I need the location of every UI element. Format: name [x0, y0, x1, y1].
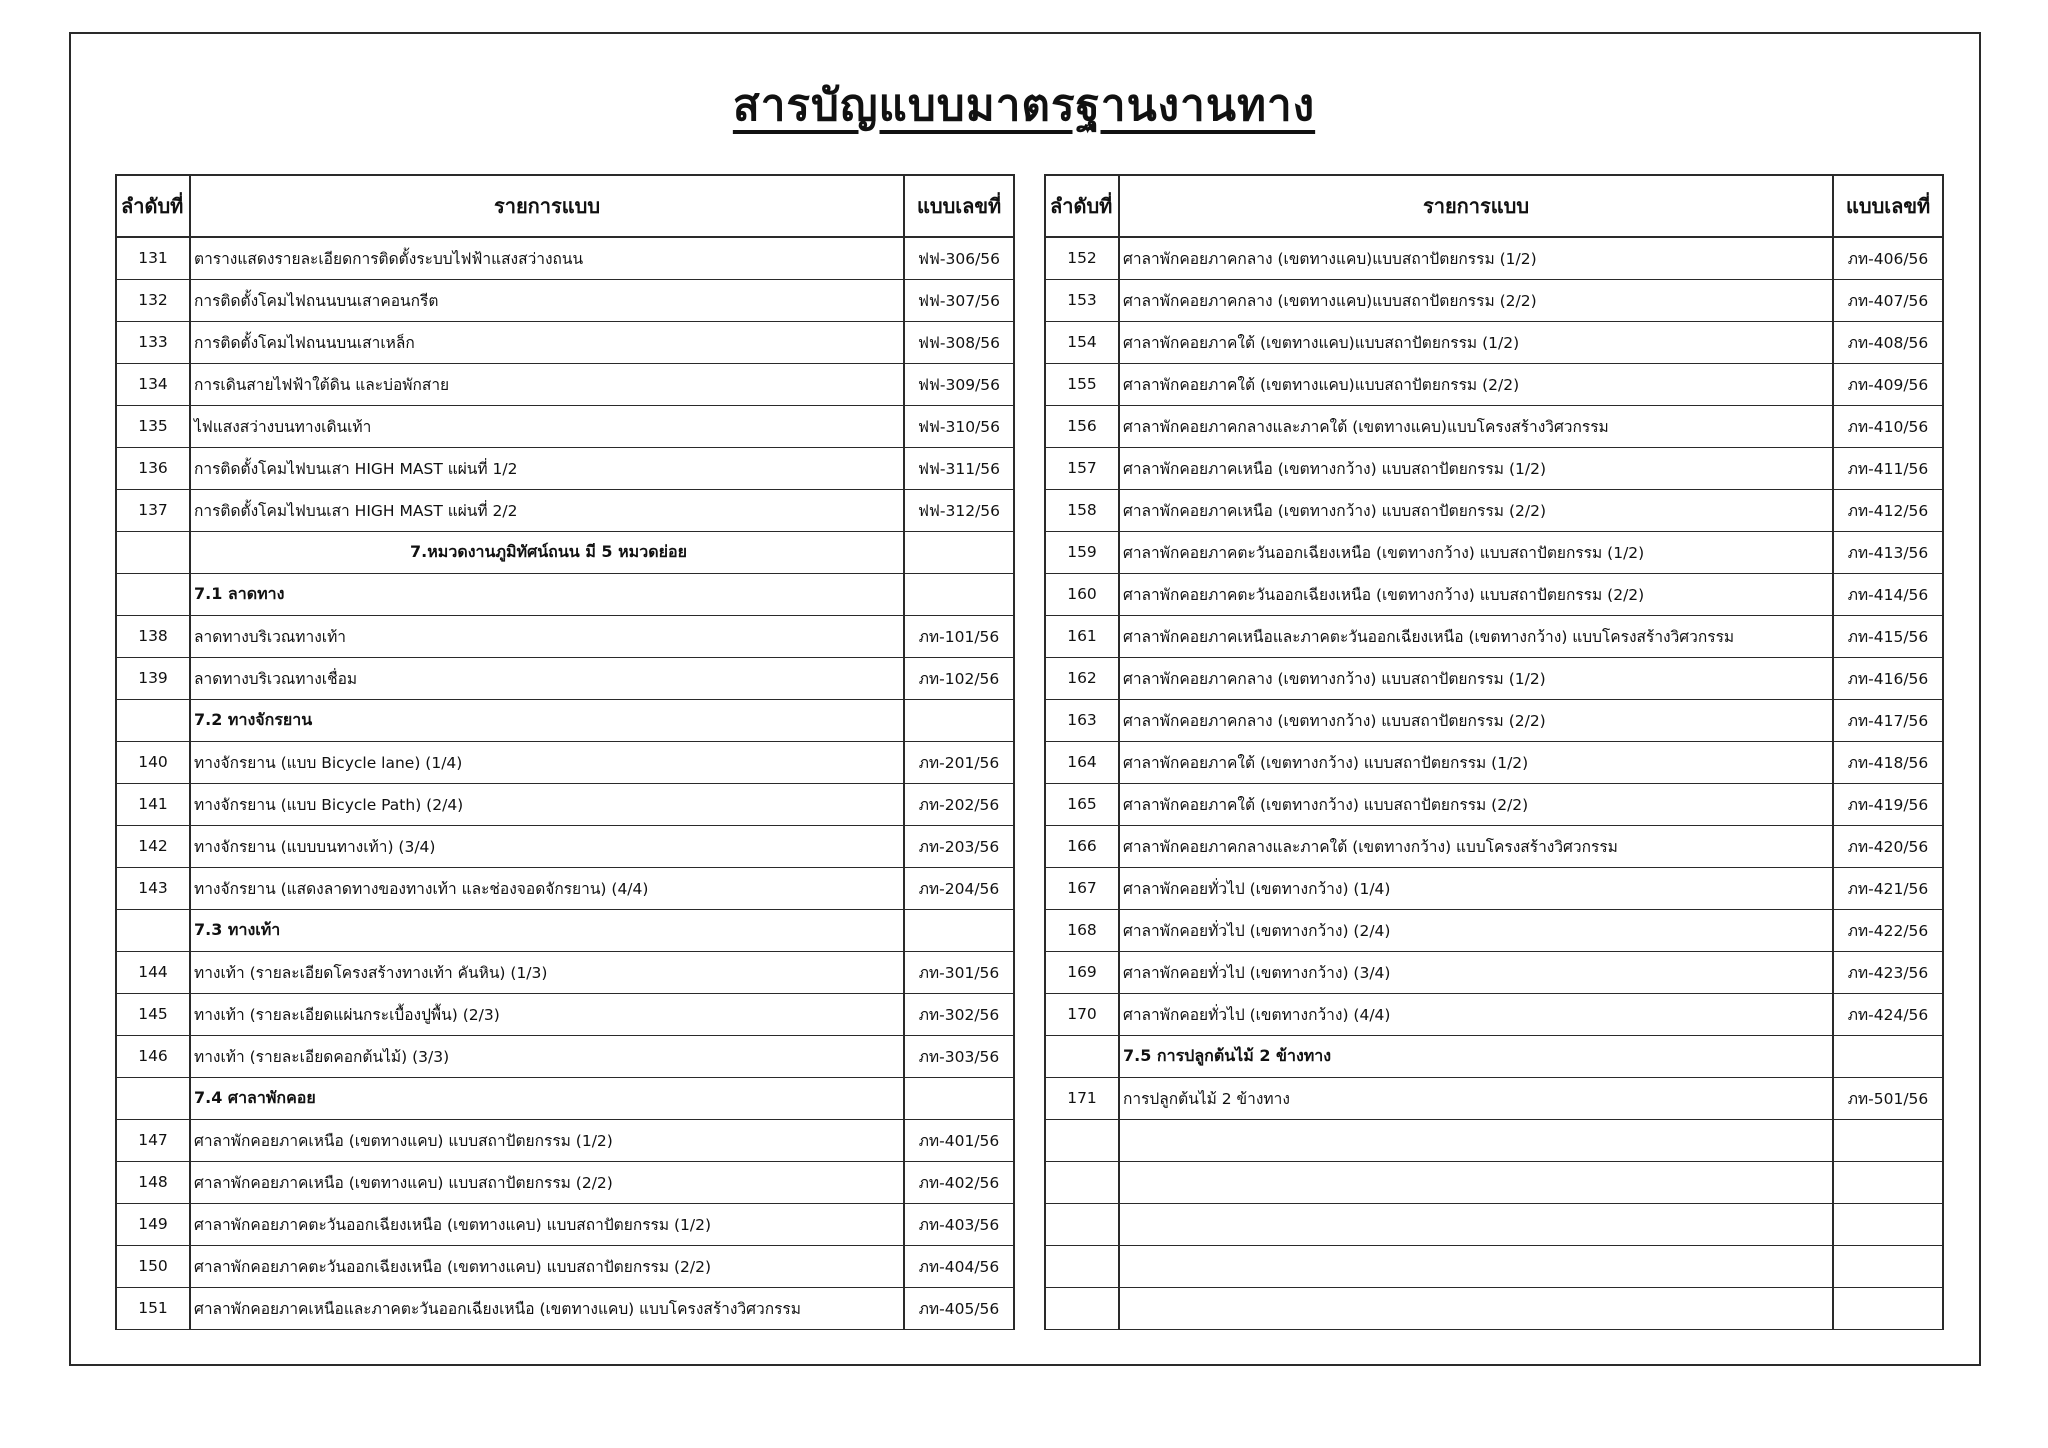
row-item — [1119, 1161, 1833, 1203]
row-item: ลาดทางบริเวณทางเท้า — [190, 615, 904, 657]
table-row — [1045, 1245, 1943, 1287]
table-row — [1045, 279, 1943, 321]
table-row — [1045, 489, 1943, 531]
row-drawing-number: ภท-422/56 — [1833, 909, 1943, 951]
row-sequence — [1045, 1161, 1119, 1203]
row-sequence: 147 — [116, 1119, 190, 1161]
header-drawing-number: แบบเลขที่ — [904, 175, 1014, 237]
row-item: 7.2 ทางจักรยาน — [190, 699, 904, 741]
row-drawing-number: ภท-202/56 — [904, 783, 1014, 825]
header-item: รายการแบบ — [1119, 175, 1833, 237]
row-sequence: 160 — [1045, 573, 1119, 615]
row-drawing-number: ภท-417/56 — [1833, 699, 1943, 741]
row-drawing-number: ภท-101/56 — [904, 615, 1014, 657]
row-item: ศาลาพักคอยภาคตะวันออกเฉียงเหนือ (เขตทางแคบ) แบบสถาปัตยกรรม (2/2) — [190, 1245, 904, 1287]
table-row — [116, 1119, 1014, 1161]
table-row — [116, 1035, 1014, 1077]
table-row — [116, 867, 1014, 909]
row-item: ลาดทางบริเวณทางเชื่อม — [190, 657, 904, 699]
row-drawing-number: ภท-501/56 — [1833, 1077, 1943, 1119]
row-drawing-number: ภท-418/56 — [1833, 741, 1943, 783]
row-sequence: 138 — [116, 615, 190, 657]
table-row — [116, 1203, 1014, 1245]
section-row — [116, 573, 1014, 615]
row-drawing-number — [904, 573, 1014, 615]
row-item: ศาลาพักคอยภาคกลาง (เขตทางกว้าง) แบบสถาปัตยกรรม (2/2) — [1119, 699, 1833, 741]
row-sequence: 146 — [116, 1035, 190, 1077]
row-item: ทางจักรยาน (แสดงลาดทางของทางเท้า และช่องจอดจักรยาน) (4/4) — [190, 867, 904, 909]
row-drawing-number — [1833, 1245, 1943, 1287]
row-item: 7.4 ศาลาพักคอย — [190, 1077, 904, 1119]
section-row — [116, 699, 1014, 741]
row-drawing-number — [904, 531, 1014, 573]
table-row — [116, 1287, 1014, 1329]
row-item: ศาลาพักคอยภาคเหนือและภาคตะวันออกเฉียงเหนือ (เขตทางแคบ) แบบโครงสร้างวิศวกรรม — [190, 1287, 904, 1329]
table-row — [1045, 657, 1943, 699]
row-item: ศาลาพักคอยภาคใต้ (เขตทางกว้าง) แบบสถาปัตยกรรม (2/2) — [1119, 783, 1833, 825]
row-drawing-number: ภท-411/56 — [1833, 447, 1943, 489]
row-drawing-number: ภท-414/56 — [1833, 573, 1943, 615]
page-title: สารบัญแบบมาตรฐานงานทาง — [732, 80, 1316, 131]
row-sequence: 141 — [116, 783, 190, 825]
row-item: ศาลาพักคอยภาคกลาง (เขตทางกว้าง) แบบสถาปัตยกรรม (1/2) — [1119, 657, 1833, 699]
row-item: 7.3 ทางเท้า — [190, 909, 904, 951]
table-row — [116, 615, 1014, 657]
row-sequence — [1045, 1119, 1119, 1161]
row-sequence: 157 — [1045, 447, 1119, 489]
table-row — [116, 825, 1014, 867]
row-drawing-number: ฟฟ-308/56 — [904, 321, 1014, 363]
table-row — [116, 279, 1014, 321]
table-header-row — [1045, 175, 1943, 237]
index-table-right — [1044, 174, 1944, 1330]
row-sequence: 132 — [116, 279, 190, 321]
row-item: ไฟแสงสว่างบนทางเดินเท้า — [190, 405, 904, 447]
table-row — [1045, 699, 1943, 741]
row-drawing-number: ภท-419/56 — [1833, 783, 1943, 825]
row-item: ตารางแสดงรายละเอียดการติดตั้งระบบไฟฟ้าแสงสว่างถนน — [190, 237, 904, 279]
table-row — [1045, 1161, 1943, 1203]
row-sequence: 163 — [1045, 699, 1119, 741]
table-row — [1045, 447, 1943, 489]
row-drawing-number: ฟฟ-307/56 — [904, 279, 1014, 321]
row-sequence: 158 — [1045, 489, 1119, 531]
row-sequence: 156 — [1045, 405, 1119, 447]
row-item: การปลูกต้นไม้ 2 ข้างทาง — [1119, 1077, 1833, 1119]
row-sequence — [1045, 1035, 1119, 1077]
row-item: ศาลาพักคอยภาคเหนือ (เขตทางกว้าง) แบบสถาปัตยกรรม (2/2) — [1119, 489, 1833, 531]
row-item: ศาลาพักคอยภาคกลาง (เขตทางแคบ)แบบสถาปัตยกรรม (1/2) — [1119, 237, 1833, 279]
row-sequence — [1045, 1245, 1119, 1287]
row-sequence: 137 — [116, 489, 190, 531]
row-drawing-number: ภท-408/56 — [1833, 321, 1943, 363]
row-drawing-number — [904, 1077, 1014, 1119]
table-row — [116, 993, 1014, 1035]
table-row — [116, 447, 1014, 489]
row-drawing-number: ภท-102/56 — [904, 657, 1014, 699]
table-row — [1045, 1119, 1943, 1161]
row-sequence: 135 — [116, 405, 190, 447]
row-item: 7.1 ลาดทาง — [190, 573, 904, 615]
row-item: ศาลาพักคอยทั่วไป (เขตทางกว้าง) (3/4) — [1119, 951, 1833, 993]
row-sequence — [116, 531, 190, 573]
row-sequence: 151 — [116, 1287, 190, 1329]
table-row — [116, 783, 1014, 825]
table-header-row — [116, 175, 1014, 237]
table-row — [1045, 237, 1943, 279]
row-drawing-number: ฟฟ-310/56 — [904, 405, 1014, 447]
row-drawing-number — [1833, 1119, 1943, 1161]
row-sequence: 133 — [116, 321, 190, 363]
row-item: การติดตั้งโคมไฟบนเสา HIGH MAST แผ่นที่ 1/2 — [190, 447, 904, 489]
row-item — [1119, 1287, 1833, 1329]
table-row — [1045, 909, 1943, 951]
row-sequence: 153 — [1045, 279, 1119, 321]
row-sequence: 169 — [1045, 951, 1119, 993]
row-drawing-number: ฟฟ-306/56 — [904, 237, 1014, 279]
row-drawing-number: ภท-402/56 — [904, 1161, 1014, 1203]
row-drawing-number: ภท-407/56 — [1833, 279, 1943, 321]
row-drawing-number: ภท-301/56 — [904, 951, 1014, 993]
row-item: การติดตั้งโคมไฟถนนบนเสาคอนกรีต — [190, 279, 904, 321]
table-row — [1045, 405, 1943, 447]
table-row — [1045, 951, 1943, 993]
index-table-left — [115, 174, 1015, 1330]
row-drawing-number: ภท-412/56 — [1833, 489, 1943, 531]
row-sequence: 155 — [1045, 363, 1119, 405]
row-drawing-number: ภท-303/56 — [904, 1035, 1014, 1077]
row-drawing-number — [904, 909, 1014, 951]
table-row — [1045, 783, 1943, 825]
row-drawing-number: ภท-405/56 — [904, 1287, 1014, 1329]
row-sequence — [116, 573, 190, 615]
row-sequence: 167 — [1045, 867, 1119, 909]
row-item: ทางจักรยาน (แบบ Bicycle lane) (1/4) — [190, 741, 904, 783]
table-row — [1045, 741, 1943, 783]
row-item: ศาลาพักคอยภาคตะวันออกเฉียงเหนือ (เขตทางแคบ) แบบสถาปัตยกรรม (1/2) — [190, 1203, 904, 1245]
row-sequence: 144 — [116, 951, 190, 993]
table-row — [116, 363, 1014, 405]
table-row — [116, 489, 1014, 531]
row-sequence: 170 — [1045, 993, 1119, 1035]
row-drawing-number: ภท-204/56 — [904, 867, 1014, 909]
row-sequence: 171 — [1045, 1077, 1119, 1119]
row-sequence — [116, 699, 190, 741]
row-item: 7.5 การปลูกต้นไม้ 2 ข้างทาง — [1119, 1035, 1833, 1077]
table-row — [116, 951, 1014, 993]
row-sequence: 148 — [116, 1161, 190, 1203]
section-row — [116, 531, 1014, 573]
row-drawing-number: ภท-424/56 — [1833, 993, 1943, 1035]
row-sequence: 134 — [116, 363, 190, 405]
table-row — [116, 657, 1014, 699]
row-drawing-number — [1833, 1287, 1943, 1329]
row-item: ศาลาพักคอยทั่วไป (เขตทางกว้าง) (4/4) — [1119, 993, 1833, 1035]
table-row — [1045, 573, 1943, 615]
row-sequence: 159 — [1045, 531, 1119, 573]
row-sequence: 145 — [116, 993, 190, 1035]
row-item: การเดินสายไฟฟ้าใต้ดิน และบ่อพักสาย — [190, 363, 904, 405]
row-drawing-number: ภท-416/56 — [1833, 657, 1943, 699]
row-drawing-number: ฟฟ-312/56 — [904, 489, 1014, 531]
row-drawing-number: ภท-401/56 — [904, 1119, 1014, 1161]
table-row — [1045, 825, 1943, 867]
row-drawing-number: ภท-415/56 — [1833, 615, 1943, 657]
header-drawing-number: แบบเลขที่ — [1833, 175, 1943, 237]
row-sequence — [1045, 1203, 1119, 1245]
row-sequence: 150 — [116, 1245, 190, 1287]
table-row — [116, 237, 1014, 279]
table-row — [1045, 531, 1943, 573]
table-row — [116, 1161, 1014, 1203]
row-drawing-number: ภท-203/56 — [904, 825, 1014, 867]
row-item: ศาลาพักคอยภาคกลางและภาคใต้ (เขตทางแคบ)แบบโครงสร้างวิศวกรรม — [1119, 405, 1833, 447]
table-row — [116, 321, 1014, 363]
row-sequence: 149 — [116, 1203, 190, 1245]
row-sequence: 142 — [116, 825, 190, 867]
row-drawing-number: ภท-410/56 — [1833, 405, 1943, 447]
row-item: การติดตั้งโคมไฟถนนบนเสาเหล็ก — [190, 321, 904, 363]
table-row — [116, 1245, 1014, 1287]
row-sequence — [116, 1077, 190, 1119]
row-item: ศาลาพักคอยภาคตะวันออกเฉียงเหนือ (เขตทางกว้าง) แบบสถาปัตยกรรม (2/2) — [1119, 573, 1833, 615]
row-drawing-number: ภท-404/56 — [904, 1245, 1014, 1287]
row-item: ศาลาพักคอยภาคใต้ (เขตทางแคบ)แบบสถาปัตยกรรม (2/2) — [1119, 363, 1833, 405]
section-row — [1045, 1035, 1943, 1077]
row-drawing-number — [904, 699, 1014, 741]
table-row — [116, 405, 1014, 447]
row-sequence: 161 — [1045, 615, 1119, 657]
header-item: รายการแบบ — [190, 175, 904, 237]
row-item: การติดตั้งโคมไฟบนเสา HIGH MAST แผ่นที่ 2/2 — [190, 489, 904, 531]
table-row — [1045, 867, 1943, 909]
row-sequence: 131 — [116, 237, 190, 279]
row-item: ศาลาพักคอยทั่วไป (เขตทางกว้าง) (2/4) — [1119, 909, 1833, 951]
table-row — [1045, 1077, 1943, 1119]
row-sequence: 136 — [116, 447, 190, 489]
row-drawing-number: ภท-421/56 — [1833, 867, 1943, 909]
table-row — [1045, 321, 1943, 363]
row-drawing-number: ภท-409/56 — [1833, 363, 1943, 405]
row-item: ศาลาพักคอยภาคใต้ (เขตทางแคบ)แบบสถาปัตยกรรม (1/2) — [1119, 321, 1833, 363]
row-item: ศาลาพักคอยภาคตะวันออกเฉียงเหนือ (เขตทางกว้าง) แบบสถาปัตยกรรม (1/2) — [1119, 531, 1833, 573]
row-sequence: 152 — [1045, 237, 1119, 279]
row-drawing-number: ฟฟ-309/56 — [904, 363, 1014, 405]
row-item: ศาลาพักคอยภาคเหนือและภาคตะวันออกเฉียงเหนือ (เขตทางกว้าง) แบบโครงสร้างวิศวกรรม — [1119, 615, 1833, 657]
row-item: ทางเท้า (รายละเอียดโครงสร้างทางเท้า คันหิน) (1/3) — [190, 951, 904, 993]
row-sequence: 166 — [1045, 825, 1119, 867]
row-sequence — [1045, 1287, 1119, 1329]
row-sequence: 164 — [1045, 741, 1119, 783]
header-sequence: ลำดับที่ — [116, 175, 190, 237]
row-item: ทางเท้า (รายละเอียดแผ่นกระเบื้องปูพื้น) (2/3) — [190, 993, 904, 1035]
row-drawing-number: ภท-423/56 — [1833, 951, 1943, 993]
row-sequence: 168 — [1045, 909, 1119, 951]
row-item — [1119, 1245, 1833, 1287]
row-item: ทางเท้า (รายละเอียดคอกต้นไม้) (3/3) — [190, 1035, 904, 1077]
row-item: ทางจักรยาน (แบบ Bicycle Path) (2/4) — [190, 783, 904, 825]
row-item — [1119, 1203, 1833, 1245]
row-item: ศาลาพักคอยภาคกลาง (เขตทางแคบ)แบบสถาปัตยกรรม (2/2) — [1119, 279, 1833, 321]
section-row — [116, 1077, 1014, 1119]
table-row — [1045, 363, 1943, 405]
row-sequence: 154 — [1045, 321, 1119, 363]
row-item: ศาลาพักคอยภาคกลางและภาคใต้ (เขตทางกว้าง) แบบโครงสร้างวิศวกรรม — [1119, 825, 1833, 867]
row-sequence: 139 — [116, 657, 190, 699]
row-drawing-number: ภท-302/56 — [904, 993, 1014, 1035]
row-item — [1119, 1119, 1833, 1161]
row-drawing-number — [1833, 1203, 1943, 1245]
row-item: 7.หมวดงานภูมิทัศน์ถนน มี 5 หมวดย่อย — [190, 531, 904, 573]
row-drawing-number: ภท-406/56 — [1833, 237, 1943, 279]
row-item: ศาลาพักคอยภาคใต้ (เขตทางกว้าง) แบบสถาปัตยกรรม (1/2) — [1119, 741, 1833, 783]
row-drawing-number: ภท-413/56 — [1833, 531, 1943, 573]
row-item: ศาลาพักคอยทั่วไป (เขตทางกว้าง) (1/4) — [1119, 867, 1833, 909]
row-sequence: 165 — [1045, 783, 1119, 825]
table-row — [116, 741, 1014, 783]
row-sequence: 143 — [116, 867, 190, 909]
row-drawing-number — [1833, 1161, 1943, 1203]
row-item: ศาลาพักคอยภาคเหนือ (เขตทางแคบ) แบบสถาปัตยกรรม (1/2) — [190, 1119, 904, 1161]
row-item: ศาลาพักคอยภาคเหนือ (เขตทางแคบ) แบบสถาปัตยกรรม (2/2) — [190, 1161, 904, 1203]
section-row — [116, 909, 1014, 951]
table-row — [1045, 993, 1943, 1035]
table-row — [1045, 615, 1943, 657]
row-item: ศาลาพักคอยภาคเหนือ (เขตทางกว้าง) แบบสถาปัตยกรรม (1/2) — [1119, 447, 1833, 489]
row-sequence — [116, 909, 190, 951]
row-item: ทางจักรยาน (แบบบนทางเท้า) (3/4) — [190, 825, 904, 867]
header-sequence: ลำดับที่ — [1045, 175, 1119, 237]
table-row — [1045, 1287, 1943, 1329]
row-drawing-number: ภท-403/56 — [904, 1203, 1014, 1245]
row-sequence: 162 — [1045, 657, 1119, 699]
row-drawing-number: ฟฟ-311/56 — [904, 447, 1014, 489]
table-row — [1045, 1203, 1943, 1245]
row-drawing-number — [1833, 1035, 1943, 1077]
row-sequence: 140 — [116, 741, 190, 783]
row-drawing-number: ภท-420/56 — [1833, 825, 1943, 867]
row-drawing-number: ภท-201/56 — [904, 741, 1014, 783]
